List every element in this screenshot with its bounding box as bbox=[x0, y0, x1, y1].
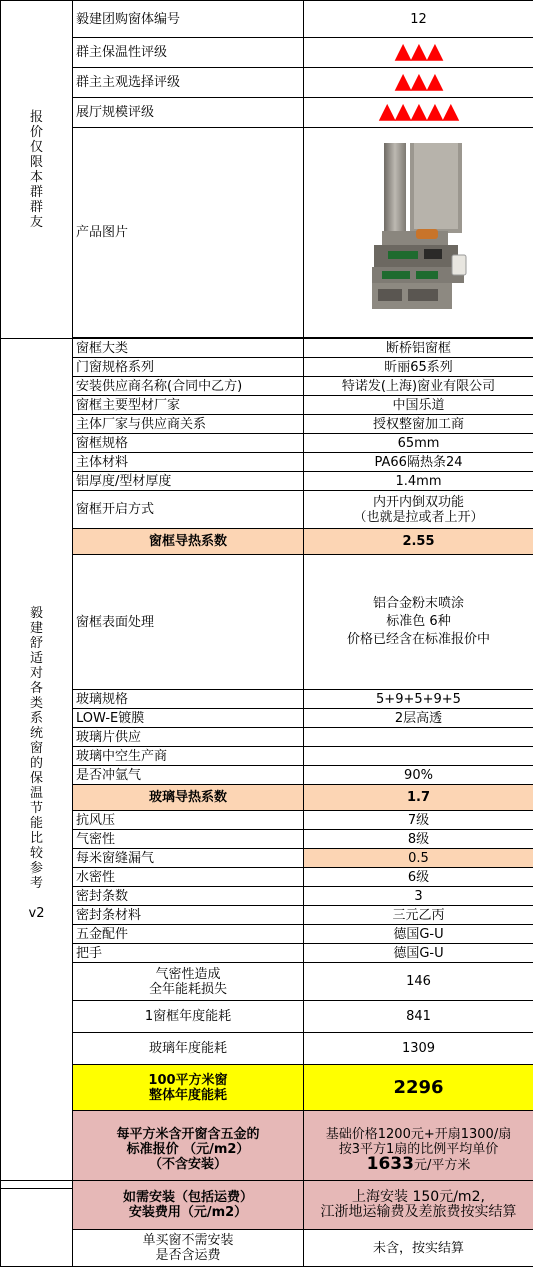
spec-label: 窗框大类 bbox=[73, 339, 304, 358]
performance-label: 气密性 bbox=[73, 830, 304, 849]
frame-energy-label: 1窗框年度能耗 bbox=[73, 1001, 304, 1033]
spec-label: 窗框规格 bbox=[73, 434, 304, 453]
spec-value: 昕丽65系列 bbox=[304, 358, 533, 377]
performance-value: 三元乙丙 bbox=[304, 906, 533, 925]
glass-energy-label: 玻璃年度能耗 bbox=[73, 1033, 304, 1065]
performance-label: 每米窗缝漏气 bbox=[73, 849, 304, 868]
window-number-value: 12 bbox=[304, 1, 533, 38]
spec-label: 窗框主要型材厂家 bbox=[73, 396, 304, 415]
single-purchase-label: 单买窗不需安装 是否含运费 bbox=[73, 1230, 304, 1267]
glass-spec-label: 玻璃片供应 bbox=[73, 728, 304, 747]
performance-value: 德国G-U bbox=[304, 944, 533, 963]
showroom-rating-stars: ▲▲▲▲▲ bbox=[378, 98, 459, 124]
performance-label: 抗风压 bbox=[73, 811, 304, 830]
glass-spec-value: 2层高透 bbox=[304, 709, 533, 728]
performance-value: 3 bbox=[304, 887, 533, 906]
glass-spec-value bbox=[304, 747, 533, 766]
frame-u-value: 2.55 bbox=[304, 529, 533, 555]
total-energy-value: 2296 bbox=[304, 1065, 533, 1111]
performance-label: 把手 bbox=[73, 944, 304, 963]
install-sheet bbox=[0, 1180, 533, 1267]
performance-value: 6级 bbox=[304, 868, 533, 887]
standard-price-label: 每平方米含开窗含五金的 标准报价 （元/m2） （不含安装） bbox=[73, 1111, 304, 1189]
spec-label: 主体厂家与供应商关系 bbox=[73, 415, 304, 434]
spec-label: 安装供应商名称(合同中乙方) bbox=[73, 377, 304, 396]
frame-energy-value: 841 bbox=[304, 1001, 533, 1033]
glass-spec-value: 90% bbox=[304, 766, 533, 785]
surface-treatment-value: 铝合金粉末喷涂 标准色 6种 价格已经含在标准报价中 bbox=[304, 555, 533, 690]
insulation-rating-label: 群主保温性评级 bbox=[73, 38, 304, 68]
frame-u-label: 窗框导热系数 bbox=[73, 529, 304, 555]
spec-value: 中国乐道 bbox=[304, 396, 533, 415]
surface-treatment-label: 窗框表面处理 bbox=[73, 555, 304, 690]
subjective-rating-label: 群主主观选择评级 bbox=[73, 68, 304, 98]
glass-energy-value: 1309 bbox=[304, 1033, 533, 1065]
showroom-rating-label: 展厅规模评级 bbox=[73, 98, 304, 128]
insulation-rating-stars: ▲▲▲ bbox=[394, 38, 443, 64]
spec-label: 门窗规格系列 bbox=[73, 358, 304, 377]
window-number-label: 毅建团购窗体编号 bbox=[73, 1, 304, 38]
spec-value: 授权整窗加工商 bbox=[304, 415, 533, 434]
glass-u-value: 1.7 bbox=[304, 785, 533, 811]
opening-method-label: 窗框开启方式 bbox=[73, 491, 304, 529]
performance-value: 德国G-U bbox=[304, 925, 533, 944]
performance-label: 五金配件 bbox=[73, 925, 304, 944]
spec-value: 65mm bbox=[304, 434, 533, 453]
spec-label: 主体材料 bbox=[73, 453, 304, 472]
spec-value: 1.4mm bbox=[304, 472, 533, 491]
airtight-loss-value: 146 bbox=[304, 963, 533, 1001]
spec-value: 断桥铝窗框 bbox=[304, 339, 533, 358]
product-image-cell bbox=[304, 128, 533, 338]
unit-price: 1633 bbox=[366, 1153, 414, 1174]
single-purchase-value: 未含，按实结算 bbox=[304, 1230, 533, 1267]
performance-value: 0.5 bbox=[304, 849, 533, 868]
window-profile-image bbox=[354, 143, 484, 323]
glass-spec-label: 是否冲氩气 bbox=[73, 766, 304, 785]
performance-label: 水密性 bbox=[73, 868, 304, 887]
glass-spec-label: LOW-E镀膜 bbox=[73, 709, 304, 728]
side-label-comparison: 毅建舒适对各类系统窗的保温节能比较参考 v2 bbox=[1, 339, 73, 1189]
performance-label: 密封条材料 bbox=[73, 906, 304, 925]
glass-u-label: 玻璃导热系数 bbox=[73, 785, 304, 811]
airtight-loss-label: 气密性造成 全年能耗损失 bbox=[73, 963, 304, 1001]
install-fee-label: 如需安装（包括运费） 安装费用（元/m2） bbox=[73, 1181, 304, 1230]
total-energy-label: 100平方米窗 整体年度能耗 bbox=[73, 1065, 304, 1111]
glass-spec-value bbox=[304, 728, 533, 747]
spec-value: 特诺发(上海)窗业有限公司 bbox=[304, 377, 533, 396]
performance-value: 8级 bbox=[304, 830, 533, 849]
standard-price-value: 基础价格1200元+开扇1300/扇 按3平方1扇的比例平均单价 1633元/平方米 bbox=[304, 1111, 533, 1189]
install-fee-value: 上海安装 150元/m2, 江浙地运输费及差旅费按实结算 bbox=[304, 1181, 533, 1230]
subjective-rating-stars: ▲▲▲ bbox=[394, 68, 443, 94]
glass-spec-label: 玻璃中空生产商 bbox=[73, 747, 304, 766]
spec-value: PA66隔热条24 bbox=[304, 453, 533, 472]
opening-method-value: 内开内倒双功能 （也就是拉或者上开） bbox=[304, 491, 533, 529]
glass-spec-value: 5+9+5+9+5 bbox=[304, 690, 533, 709]
glass-spec-label: 玻璃规格 bbox=[73, 690, 304, 709]
spec-label: 铝厚度/型材厚度 bbox=[73, 472, 304, 491]
product-image-label: 产品图片 bbox=[73, 128, 304, 338]
side-label-members-only: 报价仅限本群群友 bbox=[1, 1, 73, 339]
side-blank bbox=[1, 1181, 73, 1267]
performance-value: 7级 bbox=[304, 811, 533, 830]
performance-label: 密封条数 bbox=[73, 887, 304, 906]
